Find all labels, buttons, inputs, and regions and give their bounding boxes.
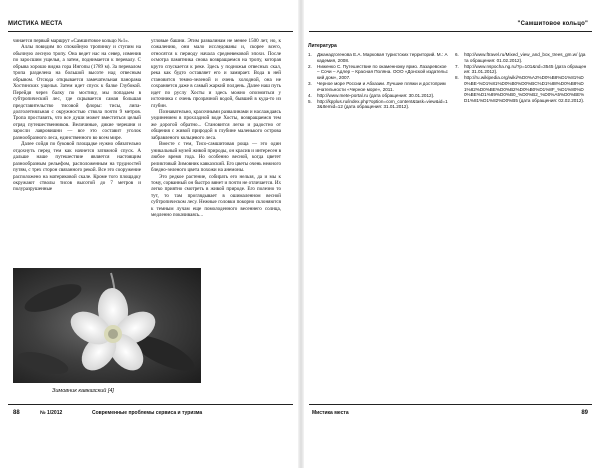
running-header-right: "Самшитовое кольцо" [517, 21, 588, 27]
header-rule-right [309, 31, 592, 32]
reference-text: http://www.mete-portal.ru (дата обращения: 30.01.2012). [317, 92, 435, 98]
reference-text: http://ru.wikipedia.org/wiki/%D0%A2%D0%B8%D1%81%D0%BE-%D1%81%D0%B0%D0%BC%D1%88%D0%B8%D1%82%D0%BE%D0%B2%D0%B0%D1%8F_%D1%80%D0%BE%D1%89%D0%B0_%D0%B2_%D0%A5%D0%BE%D1%81%D1%82%D0%B5 (дата обращения: 02.02.2012). [464, 75, 585, 103]
references-title: Литература [308, 43, 337, 49]
reference-number: 5. [308, 98, 312, 104]
reference-number: 2. [308, 63, 312, 69]
reference-text: http://www.nspocha.ng.ru/?p=101&nd=3545 (дата обращения: 31.01.2012). [464, 63, 587, 75]
hellebore-flower-illustration [13, 268, 201, 383]
reference-item [308, 99, 448, 110]
references-column-right [455, 52, 587, 104]
reference-number: 8. [455, 75, 459, 81]
flower-photo [13, 268, 201, 383]
page-number-left: 88 [13, 410, 20, 416]
reference-text: http://www.ftravel.ru/Mixed_view_and_box_trees_gm.w/ (дата обращения: 01.02.2012). [464, 52, 586, 63]
reference-item [308, 64, 448, 81]
reference-number: 3. [308, 80, 312, 86]
book-gutter [298, 0, 304, 468]
reference-text: Ниженко С. Путешествие по окаменному ярмо. Лазаревское – Сочи – Адлер – Красная Поляна. ООО «Донской издательский дом», 2007. [317, 63, 448, 80]
reference-number: 4. [308, 92, 312, 98]
reference-item [308, 81, 448, 92]
reference-item [455, 75, 587, 103]
paragraph: Вместе с тем, Тисо-самшитовая роща — это один уникальный музей живой природы, он красив и интересен в любое время года. Но особенно весной, когда цветет реликтовый Зимовник кавказский. Его цветы очень нежного бледно-зеленого цвета похожи на анемоны. [151, 141, 281, 174]
page-number-right: 89 [581, 410, 588, 416]
reference-number: 1. [308, 52, 312, 57]
reference-item [455, 64, 587, 75]
paragraph: Познавательно, красочными развалинами и наслаждаясь уединением в прохладной воде Хосты, возвращаемся тем же дорогой обратно... Становится легко и радостно от общения с живой природой в глубине маленького острова забравленого кольцевого леса. [151, 108, 281, 141]
reference-text: Джанадгогенова Е.А. Марковая туристских территорий. М.: Академия, 2008. [317, 52, 448, 63]
paragraph: Аллы повидим по спокойную тропинку и ступим на обычную лесную тропу. Она ведет нас на север, изменив по заросшим ущелья, а затем, поднимается к перевалу. С обрыва хорошо видна гора Ингопы (1789 м). За перевалом тропа разделена на большой высоте над отвесным обрывом. Отсюда открывается замечательная панорама Хостинских ущелья. Затем идет спуск к балке Глубокой. Перейдя через балку по мостику, мы попадаем в субтропический лес, где скрывается самая большая представительство тисовой флоры: тисы, липа-долголетняльная с окружностью ствола почти 9 метров. Тропа проставить, что все души может вместиться целый отряд путешественников. Величиные, дикие черешни и заросли лавровишни — все это составит уголок разнообразного леса, единственного во всем мире. [13, 44, 141, 141]
paragraph: чинается первый маршрут «Самшитовое кольцо №1». [13, 38, 130, 44]
references-section [308, 43, 594, 110]
photo-caption: Зимовник кавказский [4] [52, 388, 114, 394]
reference-item [308, 93, 448, 99]
paragraph: Это редкое растение, собирать его нельзя, да и мы к тому, сорванный он быстро вянет и почти не отличается. Их легко приятно смотреть в живой природе. Его полезно то тут, то там проглядывает в ошималенном весной субтропическом лесу. Нежные головки покорно склоняются к темным лучам еще помолоденного весеннего солнца, медленно покачиваясь... [151, 173, 281, 219]
reference-number: 6. [455, 52, 459, 57]
reference-text: http://kpplus.ru/index.php?option=com_content&task=view&id=13&Itemid=12 (дата обращения: 31.01.2012). [317, 98, 448, 110]
paragraph: Далее сойдя по буковой площадке нужно обязательно отдохнуть перед тем как начнется затяжной спуск. А дальше наше путешествие является настоящим разнообразным рельефом, расположенным на трудностей путям, с трех сторон связанного рекой. Все это сооружение расположено на материковой скале. Кроме того площадку окружают стволы тисов высотой до 7 метров и полуразрушенные [13, 141, 141, 193]
section-title-footer: Мистика места [312, 410, 349, 416]
references-column-left [308, 52, 448, 110]
reference-number: 7. [455, 63, 459, 69]
paragraph: угловые башни. Этим развалинам не менее 1500 лет, но, к сожалению, они мало исследованы и, скорее всего, относятся к периоду начала средневековой эпохи. После осмотра памятника снова возвращаемся на тропу, которая круто спускается к реке. Здесь у подножья отвесных скал, река как будто оставляет его и замирает. Вода в ней становится темно-зеленой и очень холодной, она не сохраняется даже в самый жаркий полдень. Далее наш путь идет по руслу Хосты и здесь можно опоэмиться у источника с очень прозрачной водой, бывшей в куда-то из глубин. [151, 38, 281, 109]
issue-number: № 1/2012 [40, 410, 63, 416]
reference-item [455, 52, 587, 63]
reference-text: Черное море России и Абхазии. Лучшие пляжи и достопримечательности «Черное море», 2011. [317, 80, 446, 92]
header-rule-left [8, 31, 293, 32]
reference-item [308, 52, 448, 63]
footer-rule-left [8, 404, 293, 405]
running-header-left: МИСТИКА МЕСТА [8, 21, 63, 27]
journal-title: Современные проблемы сервиса и туризма [92, 410, 203, 416]
footer-rule-right [309, 404, 592, 405]
